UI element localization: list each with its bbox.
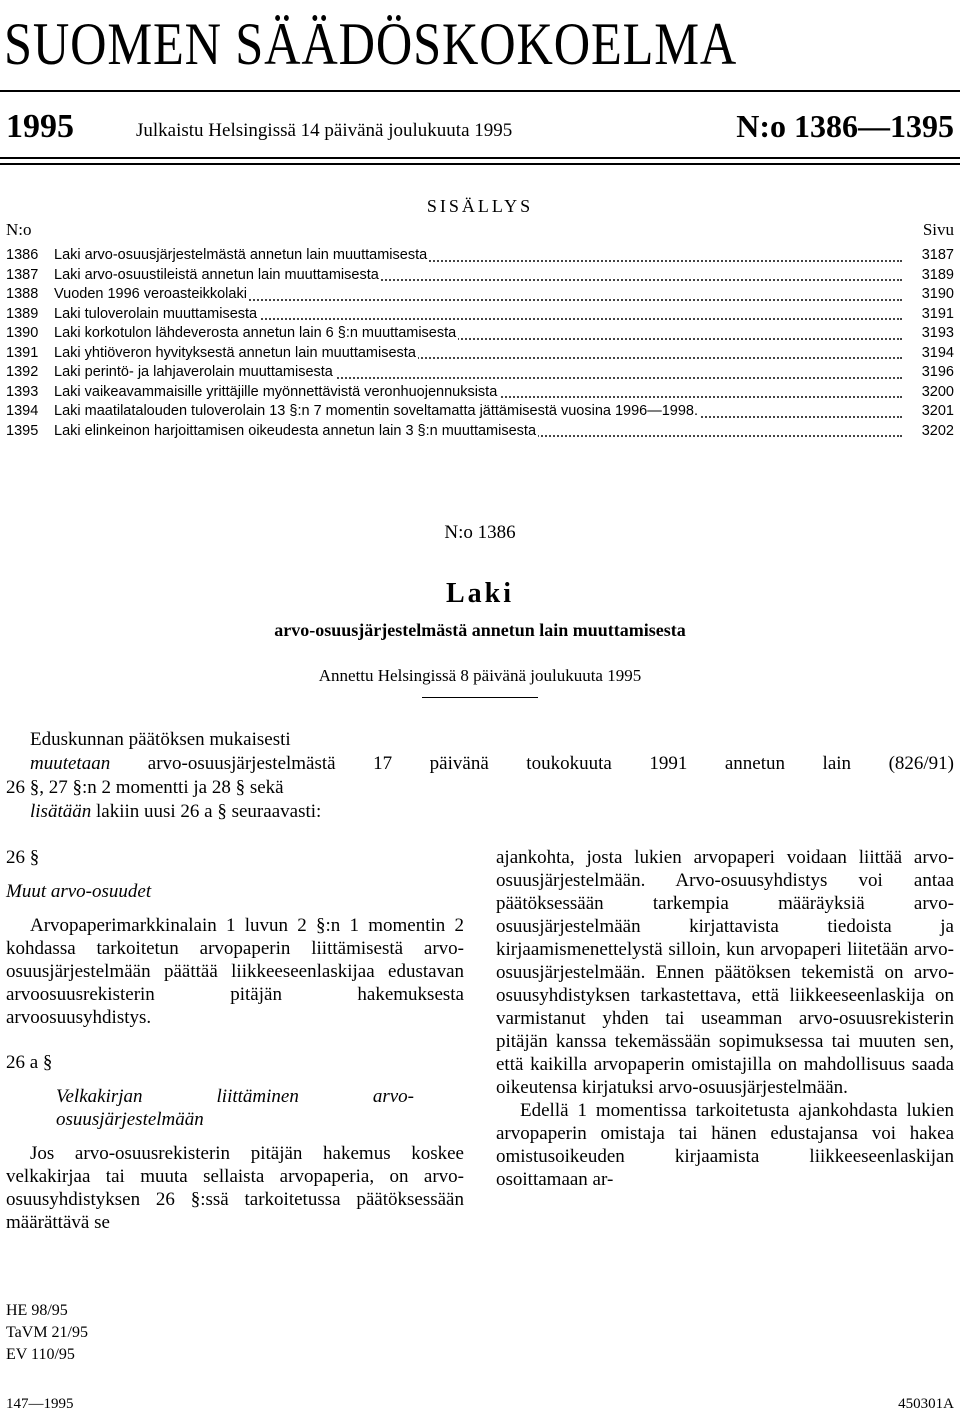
- add-word: lisätään: [30, 801, 92, 822]
- add-text: lakiin uusi 26 a § seuraavasti:: [95, 801, 322, 822]
- toc-entry-title-wrap: [54, 266, 902, 286]
- issue-year: 1995: [6, 108, 74, 145]
- toc-entry-title-wrap: [54, 363, 902, 383]
- law-given-date: Annettu Helsingissä 8 päivänä joulukuuta 1995: [318, 666, 642, 685]
- issue-numbers: N:o 1386—1395: [736, 108, 954, 144]
- toc-entry-title: Laki vaikeavammaisille yrittäjille myönnettävistä veronhuojennuksista: [54, 383, 498, 400]
- toc-entry-title-wrap: [54, 305, 902, 325]
- toc-entry: [6, 402, 954, 422]
- toc-entry-title-wrap: [54, 402, 902, 422]
- toc-entry-number: 1393: [6, 383, 39, 400]
- toc-entry-title-wrap: [54, 285, 902, 305]
- toc-heading: SISÄLLYS: [426, 196, 534, 216]
- amend-text: arvo-osuusjärjestelmästä 17 päivänä toukokuuta 1991 annetun lain (826/91): [147, 753, 955, 774]
- footer-print-code: 450301A: [898, 1396, 954, 1412]
- preamble-line: Eduskunnan päätöksen mukaisesti: [30, 729, 291, 750]
- legislative-references: [6, 1300, 88, 1366]
- reference-he: HE 98/95: [6, 1302, 68, 1319]
- toc-entry-page: 3196: [921, 364, 954, 380]
- masthead-info-row: [0, 96, 960, 160]
- section-26a-heading: Velkakirjan liittäminen arvo-osuusjärjestelmään: [56, 1086, 414, 1130]
- toc-entry: [6, 363, 954, 383]
- toc-entry-number: 1387: [6, 266, 39, 283]
- add-clause: [6, 800, 954, 824]
- law-number: N:o 1386: [444, 522, 516, 543]
- right-column: [496, 846, 954, 1191]
- toc-entry-page: 3202: [921, 422, 954, 439]
- toc-entry-title: Laki arvo-osuustileistä annetun lain muuttamisesta: [54, 266, 379, 283]
- amend-clause-cont: 26 §, 27 §:n 2 momentti ja 28 § sekä: [6, 777, 284, 798]
- toc-col-no: N:o: [6, 220, 32, 239]
- toc-entry-page: 3193: [921, 325, 954, 341]
- toc-entry: [6, 285, 954, 305]
- toc-list: [6, 246, 954, 441]
- toc-entry-number: 1389: [6, 305, 39, 322]
- toc-entry-page: 3189: [921, 266, 954, 283]
- toc-entry-number: 1391: [6, 344, 39, 361]
- toc-entry-page: 3201: [921, 403, 954, 419]
- toc-entry: [6, 246, 954, 266]
- toc-entry-number: 1395: [6, 422, 39, 439]
- toc-entry-title: Laki tuloverolain muuttamisesta: [54, 305, 258, 322]
- right-paragraph-2: Edellä 1 momentissa tarkoitetusta ajankohdasta lukien arvopaperin omistaja tai hänen edustajansa voi hakea omistusoikeuden kirjaamista liikkeeseenlaskijan osoittamaan ar-: [496, 1100, 954, 1190]
- footer-issue-code: 147—1995: [6, 1396, 74, 1412]
- masthead-double-rule-bottom: [0, 163, 960, 165]
- toc-entry-number: 1388: [6, 286, 39, 302]
- toc-entry-title: Laki elinkeinon harjoittamisen oikeudesta annetun lain 3 §:n muuttamisesta: [54, 422, 537, 439]
- toc-entry-number: 1386: [6, 247, 39, 263]
- masthead-rule: [0, 90, 960, 92]
- toc-entry: [6, 266, 954, 286]
- gazette-title: SUOMEN SÄÄDÖSKOKOELMA: [4, 11, 738, 77]
- toc-entry-title-wrap: [54, 344, 902, 364]
- toc-entry: [6, 422, 954, 442]
- reference-ev: EV 110/95: [6, 1346, 75, 1363]
- section-26a-text: Jos arvo-osuusrekisterin pitäjän hakemus koskee velkakirjaa tai muuta sellaista arvopaperia, on arvo-osuusyhdistyksen 26 §:ssä tarkoitetussa päätöksessään määrättävä se: [6, 1143, 464, 1233]
- law-preamble: [6, 728, 954, 824]
- section-26-heading: Muut arvo-osuudet: [6, 881, 152, 902]
- toc-entry-page: 3187: [921, 247, 954, 263]
- toc-entry-number: 1392: [6, 364, 39, 380]
- publication-date: Julkaistu Helsingissä 14 päivänä joulukuuta 1995: [136, 120, 513, 141]
- section-26-number: 26 §: [6, 847, 40, 868]
- law-title: Laki: [445, 578, 515, 609]
- toc-entry-title-wrap: [54, 246, 902, 266]
- toc-entry-title: Laki yhtiöveron hyvityksestä annetun lain muuttamisesta: [54, 344, 416, 361]
- amend-word: muutetaan: [30, 753, 111, 774]
- toc-entry: [6, 305, 954, 325]
- toc-entry-page: 3194: [921, 344, 954, 361]
- toc-entry-title: Laki korkotulon lähdeverosta annetun lain 6 §:n muuttamisesta: [54, 325, 457, 341]
- toc-entry-title-wrap: [54, 383, 902, 403]
- section-26a-number: 26 a §: [6, 1052, 53, 1073]
- toc-entry-number: 1390: [6, 325, 39, 341]
- toc-entry: [6, 344, 954, 364]
- toc-entry-title: Laki maatilatalouden tuloverolain 13 §:n 7 momentin soveltamatta jättämisestä vuosina 1996—1998.: [54, 403, 699, 419]
- toc-entry-page: 3200: [921, 383, 954, 400]
- toc-entry-number: 1394: [6, 403, 39, 419]
- toc-entry: [6, 383, 954, 403]
- toc-entry-page: 3191: [921, 305, 954, 322]
- toc-entry-title-wrap: [54, 324, 902, 344]
- toc-entry-title: Vuoden 1996 veroasteikkolaki: [54, 286, 247, 302]
- law-subtitle: arvo-osuusjärjestelmästä annetun lain muuttamisesta: [274, 620, 686, 640]
- toc-entry: [6, 324, 954, 344]
- toc-entry-title: Laki perintö- ja lahjaverolain muuttamisesta: [54, 364, 333, 380]
- section-26-text: Arvopaperimarkkinalain 1 luvun 2 §:n 1 momentin 2 kohdassa tarkoitetun arvopaperin liittämisestä arvo-osuusjärjestelmään päättää liikkeeseenlaskijaa edustavan arvoosuusrekisterin pitäjän hakemuksesta arvoosuusyhdistys.: [6, 915, 464, 1028]
- toc-entry-page: 3190: [921, 286, 954, 302]
- reference-tavm: TaVM 21/95: [6, 1324, 88, 1341]
- toc-entry-title: Laki arvo-osuusjärjestelmästä annetun lain muuttamisesta: [54, 247, 428, 263]
- toc-col-page: Sivu: [922, 220, 954, 239]
- right-paragraph-1: ajankohta, josta lukien arvopaperi voidaan liittää arvo-osuusjärjestelmään. Arvo-osuusyhdistys voi antaa päätöksessään tarkempia määräyksiä arvo-osuusjärjestelmään kirjattavista tiedoista ja kirjaamismenettelystä silloin, kun arvopaperi liitetään arvo-osuusjärjestelmään. Ennen päätöksen tekemistä on arvo-osuusyhdistyksen tarkastettava, että liikkeeseenlaskija on varmistanut yhden tai useamman arvo-osuusrekisterin pitäjän kanssa tekemässään sopimuksessa tai muuten sen, että kaikilla arvopaperin omistajilla on mahdollisuus saada oikeutensa kirjatuksi arvo-osuusjärjestelmään.: [496, 847, 954, 1098]
- masthead-double-rule-top: [0, 157, 960, 159]
- left-column: [6, 846, 464, 1234]
- amend-clause: [6, 752, 954, 776]
- toc-entry-title-wrap: [54, 422, 902, 442]
- law-divider: [422, 697, 538, 698]
